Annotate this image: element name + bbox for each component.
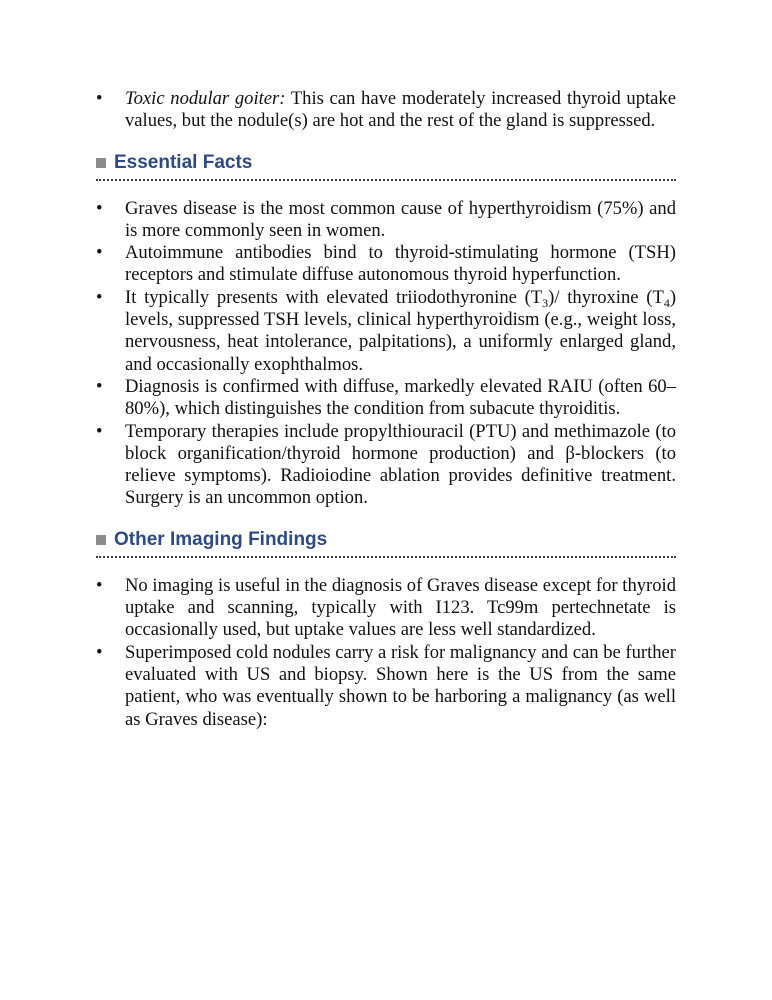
term-toxic-nodular-goiter: Toxic nodular goiter:	[125, 88, 286, 109]
subscript: 4	[663, 295, 670, 310]
section-title: Essential Facts	[114, 151, 253, 173]
bullet-icon: •	[96, 420, 103, 442]
dotted-divider	[96, 179, 676, 181]
list-item	[96, 198, 676, 243]
essential-facts-list	[96, 198, 676, 510]
list-item-text: No imaging is useful in the diagnosis of Graves disease except for thyroid uptake and scanning, typically with I123. Tc99m pertechnetate is occasionally used, but uptake values are less well standardized.	[125, 574, 676, 641]
section-other-imaging-findings	[96, 528, 676, 731]
other-findings-list	[96, 575, 676, 731]
bullet-icon: •	[96, 641, 103, 663]
page-body	[96, 88, 676, 731]
list-item	[96, 642, 676, 731]
list-item-text: Diagnosis is confirmed with diffuse, markedly elevated RAIU (often 60–80%), which distinguishes the condition from subacute thyroiditis.	[125, 375, 676, 420]
intro-list	[96, 88, 676, 133]
bullet-icon: •	[96, 574, 103, 596]
section-heading	[96, 151, 676, 175]
bullet-icon: •	[96, 286, 103, 308]
list-item-text: Superimposed cold nodules carry a risk for malignancy and can be further evaluated with US and biopsy. Shown here is the US from the same patient, who was eventually shown to be harboring a malignancy (as well as Graves disease):	[125, 641, 676, 730]
square-marker-icon	[96, 158, 106, 168]
list-item-text: Autoimmune antibodies bind to thyroid-stimulating hormone (TSH) receptors and stimulate diffuse autonomous thyroid hyperfunction.	[125, 242, 676, 286]
dotted-divider	[96, 556, 676, 558]
bullet-icon: •	[96, 375, 103, 397]
section-essential-facts	[96, 151, 676, 510]
subscript: 3	[542, 295, 549, 310]
text-part: It typically presents with elevated triiodothyronine (T	[125, 286, 543, 308]
section-heading	[96, 528, 676, 552]
list-item	[96, 421, 676, 510]
text-part: ) levels, suppressed TSH levels, clinical hyperthyroidism (e.g., weight loss, nervousness, heat intolerance, palpitations), a uniformly enlarged gland, and occasionally exophthalmos.	[125, 286, 677, 375]
list-item-text: Graves disease is the most common cause of hyperthyroidism (75%) and is more commonly seen in women.	[125, 197, 676, 241]
list-item	[96, 88, 676, 133]
list-item	[96, 575, 676, 642]
intro-text: This can have moderately increased thyroid uptake values, but the nodule(s) are hot and the rest of the gland is suppressed.	[125, 88, 676, 132]
list-item-text	[125, 287, 676, 375]
list-item-text: Temporary therapies include propylthiouracil (PTU) and methimazole (to block organification/thyroid hormone production) and β-blockers (to relieve symptoms). Radioiodine ablation provides definitive treatment. Surgery is an uncommon option.	[125, 420, 676, 509]
square-marker-icon	[96, 535, 106, 545]
list-item	[96, 376, 676, 421]
bullet-icon: •	[96, 197, 103, 219]
list-item	[96, 287, 676, 376]
list-item	[96, 242, 676, 287]
section-title: Other Imaging Findings	[114, 528, 328, 550]
bullet-icon: •	[96, 88, 103, 109]
bullet-icon: •	[96, 242, 103, 264]
text-part: )/ thyroxine (T	[548, 286, 664, 308]
